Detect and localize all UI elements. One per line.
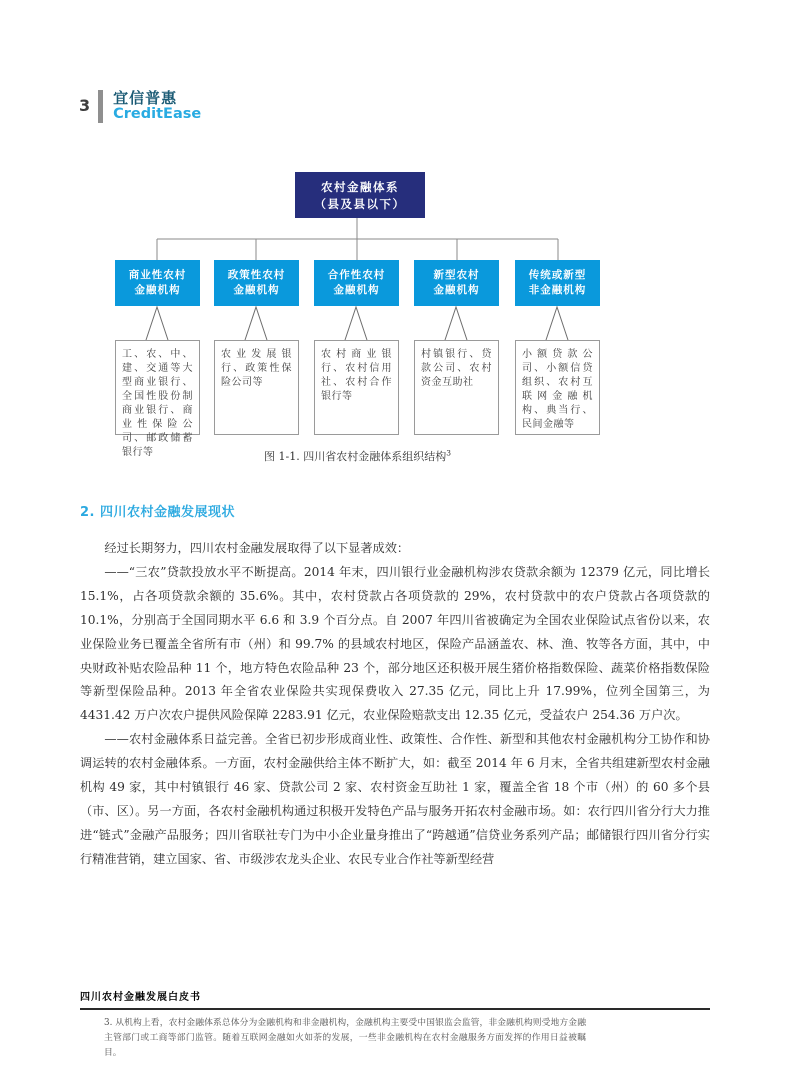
- category-label-line1: 商业性农村: [128, 269, 187, 281]
- creditease-logo: [113, 90, 201, 122]
- category-label-line2: 金融机构: [233, 284, 280, 296]
- page-footer: [80, 988, 710, 1061]
- chart-category-non-financial: [515, 260, 600, 306]
- header-divider: [98, 90, 103, 123]
- paragraph-sannong-loans: ——“三农”贷款投放水平不断提高。2014 年末，四川银行业金融机构涉农贷款余额为 12379 亿元，同比增长 15.1%，占各项贷款余额的 35.6%。其中，农村贷款占各项贷款的 29%，农村贷款中的农户贷款占各项贷款的 10.1%，分别高于全国同期水平 6.6 和 3.9 个百分点。自 2007 年四川省被确定为全国农业保险试点省份以来，农业保险业务已覆盖全省所有市（州）和 99.7% 的县域农村地区，保险产品涵盖农、林、渔、牧等各方面，其中，中央财政补贴农险品种 11 个，地方特色农险品种 23 个，部分地区还积极开展生猪价格指数保险、蔬菜价格指数保险等新型保险品种。2013 年全省农业保险共实现保费收入 27.35 亿元，同比上升 17.99%，位列全国第三，为 4431.42 万户次农户提供风险保障 2283.91 亿元，农业保险赔款支出 12.35 亿元，受益农户 254.36 万户次。: [80, 564, 710, 723]
- chart-detail-non-financial: 小额贷款公司、小额信贷组织、农村互联网金融机构、典当行、民间金融等: [515, 340, 600, 435]
- logo-english-text: CreditEase: [113, 106, 202, 122]
- root-node-line2: （县及县以下）: [314, 197, 406, 211]
- chart-category-commercial: [115, 260, 200, 306]
- page-number: 3: [79, 96, 91, 115]
- body-text: [80, 501, 710, 872]
- figure-caption: [115, 448, 600, 464]
- chart-root-node: [295, 172, 425, 218]
- page-header: [79, 90, 201, 123]
- section-heading: 2. 四川农村金融发展现状: [80, 505, 236, 520]
- caret-connector: [314, 306, 399, 340]
- paragraph-intro: 经过长期努力，四川农村金融发展取得了以下显著成效：: [104, 541, 410, 555]
- category-label-line1: 新型农村: [433, 269, 480, 281]
- caret-connector: [414, 306, 499, 340]
- figure-caption-text: 图 1-1. 四川省农村金融体系组织结构: [264, 450, 447, 463]
- caret-connector: [115, 306, 200, 340]
- paragraph-financial-system: ——农村金融体系日益完善。全省已初步形成商业性、政策性、合作性、新型和其他农村金融机构分工协作和协调运转的农村金融体系。一方面，农村金融供给主体不断扩大，如：截至 2014 年 6 月末，全省共组建新型农村金融机构 49 家，其中村镇银行 46 家、贷款公司 2 家、农村资金互助社 1 家，覆盖全省 18 个市（州）的 60 多个县（市、区）。另一方面，各农村金融机构通过积极开发特色产品与服务开拓农村金融市场。如：农行四川省分行大力推进“链式”金融产品服务；四川省联社专门为中小企业量身推出了“跨越通”信贷业务系列产品；邮储银行四川省分行实行精准营销，建立国家、省、市级涉农龙头企业、农民专业合作社等新型经营: [80, 732, 710, 866]
- category-label-line1: 政策性农村: [227, 269, 286, 281]
- chart-category-policy: [214, 260, 299, 306]
- chart-category-cooperative: [314, 260, 399, 306]
- caret-connector: [515, 306, 600, 340]
- caret-connector: [214, 306, 299, 340]
- category-label-line2: 金融机构: [333, 284, 380, 296]
- footer-document-title: 四川农村金融发展白皮书: [80, 992, 201, 1003]
- connector-tree-lines: [0, 218, 794, 260]
- footer-rule: [80, 1008, 710, 1010]
- category-label-line1: 合作性农村: [327, 269, 386, 281]
- figure-caption-footnote-ref: 3: [446, 448, 451, 458]
- logo-chinese-text: 宜信普惠: [113, 89, 178, 107]
- category-label-line2: 金融机构: [134, 284, 181, 296]
- footnote: 3. 从机构上看，农村金融体系总体分为金融机构和非金融机构，金融机构主要受中国银监会监管，非金融机构则受地方金融主管部门或工商等部门监管。随着互联网金融如火如荼的发展，一些非金融机构在农村金融服务方面发挥的作用日益被瞩目。: [104, 1018, 586, 1058]
- root-node-line1: 农村金融体系: [321, 180, 399, 194]
- category-label-line2: 金融机构: [433, 284, 480, 296]
- chart-detail-cooperative: 农村商业银行、农村信用社、农村合作银行等: [314, 340, 399, 435]
- org-chart-figure: [0, 170, 794, 470]
- chart-detail-policy: 农业发展银行、政策性保险公司等: [214, 340, 299, 435]
- chart-detail-new-type: 村镇银行、贷款公司、农村资金互助社: [414, 340, 499, 435]
- chart-detail-commercial: 工、农、中、建、交通等大型商业银行、全国性股份制商业银行、商业性保险公司、邮政储蓄银行等: [115, 340, 200, 435]
- chart-category-new-type: [414, 260, 499, 306]
- category-label-line1: 传统或新型: [528, 269, 587, 281]
- category-label-line2: 非金融机构: [528, 284, 587, 296]
